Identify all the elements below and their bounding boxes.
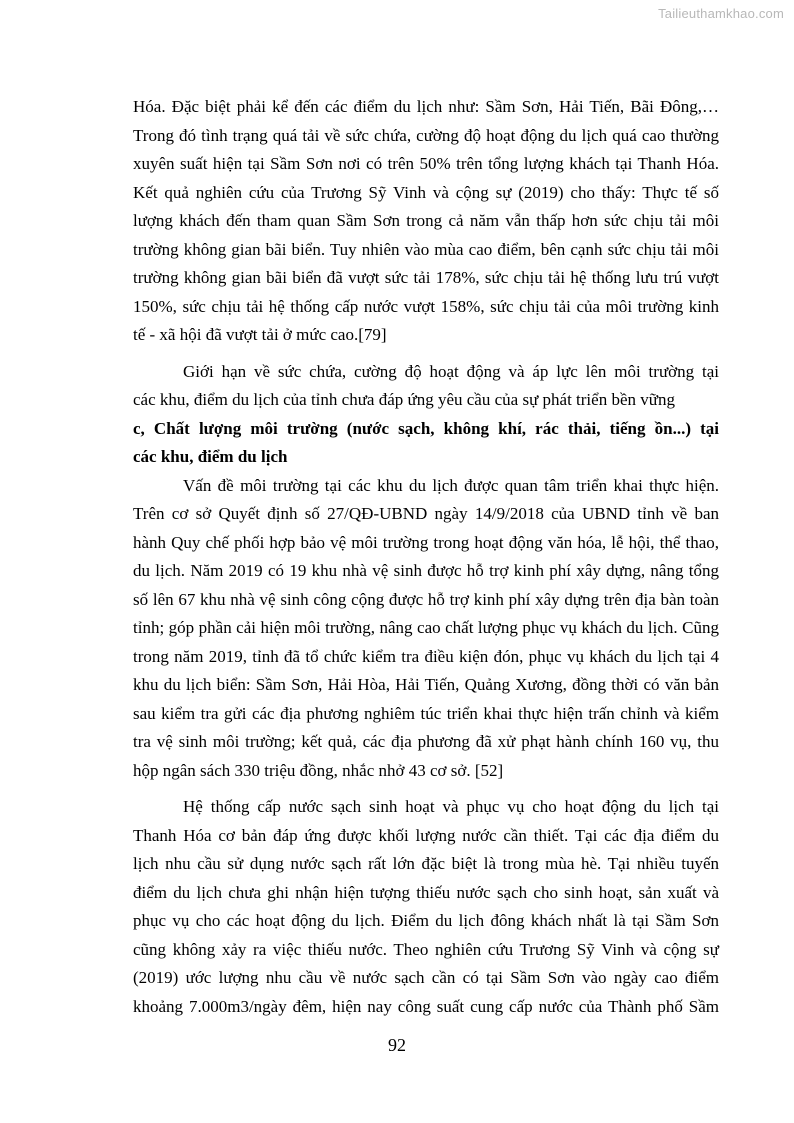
text-line: 150%, sức chịu tải hệ thống cấp nước vượt 158%, sức chịu tải của môi trường kinh — [133, 296, 719, 316]
text-line: xuyên suất hiện tại Sầm Sơn nơi có trên 50% trên tổng lượng khách tại Thanh Hóa. — [133, 154, 719, 173]
text-line: tế - xã hội đã vượt tải ở mức cao.[79] — [133, 325, 387, 344]
paragraph-2 — [133, 358, 719, 415]
text-line: Trên cơ sở Quyết định số 27/QĐ-UBND ngày 14/9/2018 của UBND tỉnh về ban — [133, 504, 719, 523]
page-number: 92 — [388, 1035, 406, 1055]
paragraph-1 — [133, 93, 719, 350]
text-line: khu du lịch biển: Sầm Sơn, Hải Hòa, Hải Tiến, Quảng Xương, đồng thời có văn bản — [133, 675, 719, 694]
page-body — [133, 93, 719, 1021]
paragraph-3 — [133, 472, 719, 786]
text-line: hộp ngân sách 330 triệu đồng, nhắc nhở 43 cơ sở. [52] — [133, 760, 504, 780]
section-heading — [133, 415, 719, 472]
text-line: Hóa. Đặc biệt phải kể đến các điểm du lịch như: Sầm Sơn, Hải Tiến, Bãi Đông,… — [133, 97, 719, 116]
text-line: phục vụ cho các hoạt động du lịch. Điểm du lịch đông khách nhất là tại Sầm Sơn — [133, 911, 719, 930]
text-line: khoảng 7.000m3/ngày đêm, hiện nay công suất cung cấp nước của Thành phố Sầm — [133, 996, 719, 1016]
text-line: Hệ thống cấp nước sạch sinh hoạt và phục vụ cho hoạt động du lịch tại — [183, 797, 719, 816]
text-line: các khu, điểm du lịch của tỉnh chưa đáp ứng yêu cầu của sự phát triển bền vững — [133, 390, 675, 409]
text-line: Trong đó tình trạng quá tải về sức chứa, cường độ hoạt động du lịch quá cao thường — [133, 125, 719, 145]
text-line: Vấn đề môi trường tại các khu du lịch được quan tâm triển khai thực hiện. — [183, 475, 719, 495]
watermark: Tailieuthamkhao.com — [658, 6, 784, 21]
text-line: (2019) ước lượng nhu cầu về nước sạch cần có tại Sầm Sơn vào ngày cao điểm — [133, 968, 719, 987]
text-line: cũng không xảy ra việc thiếu nước. Theo nghiên cứu Trương Sỹ Vinh và cộng sự — [133, 939, 719, 959]
text-line: du lịch. Năm 2019 có 19 khu nhà vệ sinh được hỗ trợ kinh phí xây dựng, nâng tổng — [133, 561, 719, 580]
heading-line: c, Chất lượng môi trường (nước sạch, không khí, rác thải, tiếng ồn...) tại — [133, 418, 719, 438]
text-line: Thanh Hóa cơ bản đáp ứng được khối lượng nước cần thiết. Tại các địa điểm du — [133, 825, 719, 845]
text-line: trường không gian bãi biển đã vượt sức tải 178%, sức chịu tải hệ thống lưu trú vượt — [133, 268, 719, 287]
heading-line: các khu, điểm du lịch — [133, 447, 288, 466]
text-line: tỉnh; góp phần cải hiện môi trường, nâng cao chất lượng phục vụ khách du lịch. Cũng — [133, 618, 719, 637]
text-line: sau kiểm tra gửi các địa phương nghiêm túc triển khai thực hiện trấn chỉnh và kiểm — [133, 703, 719, 723]
paragraph-4 — [133, 793, 719, 1021]
text-line: lịch nhu cầu sử dụng nước sạch rất lớn đặc biệt là trong mùa hè. Tại nhiều tuyến — [133, 854, 719, 873]
text-line: trường không gian bãi biển. Tuy nhiên vào mùa cao điểm, bên cạnh sức chịu tải môi — [133, 239, 719, 259]
text-line: trong năm 2019, tỉnh đã tổ chức kiểm tra điều kiện đón, phục vụ khách du lịch tại 4 — [133, 646, 719, 666]
text-line: số lên 67 khu nhà vệ sinh công cộng được hỗ trợ kinh phí xây dựng trên địa bàn toàn — [133, 589, 719, 609]
text-line: hành Quy chế phối hợp bảo vệ môi trường trong hoạt động văn hóa, lễ hội, thể thao, — [133, 532, 719, 552]
text-line: lượng khách đến tham quan Sầm Sơn trong cả năm vẫn thấp hơn sức chịu tải môi — [133, 211, 719, 230]
text-line: Kết quả nghiên cứu của Trương Sỹ Vinh và cộng sự (2019) cho thấy: Thực tế số — [133, 182, 719, 202]
text-line: tra vệ sinh môi trường; kết quả, các địa phương đã xử phạt hành chính 160 vụ, thu — [133, 732, 719, 751]
text-line: Giới hạn về sức chứa, cường độ hoạt động và áp lực lên môi trường tại — [183, 361, 719, 381]
text-line: điểm du lịch chưa ghi nhận hiện tượng thiếu nước sạch cho sinh hoạt, sản xuất và — [133, 882, 719, 902]
